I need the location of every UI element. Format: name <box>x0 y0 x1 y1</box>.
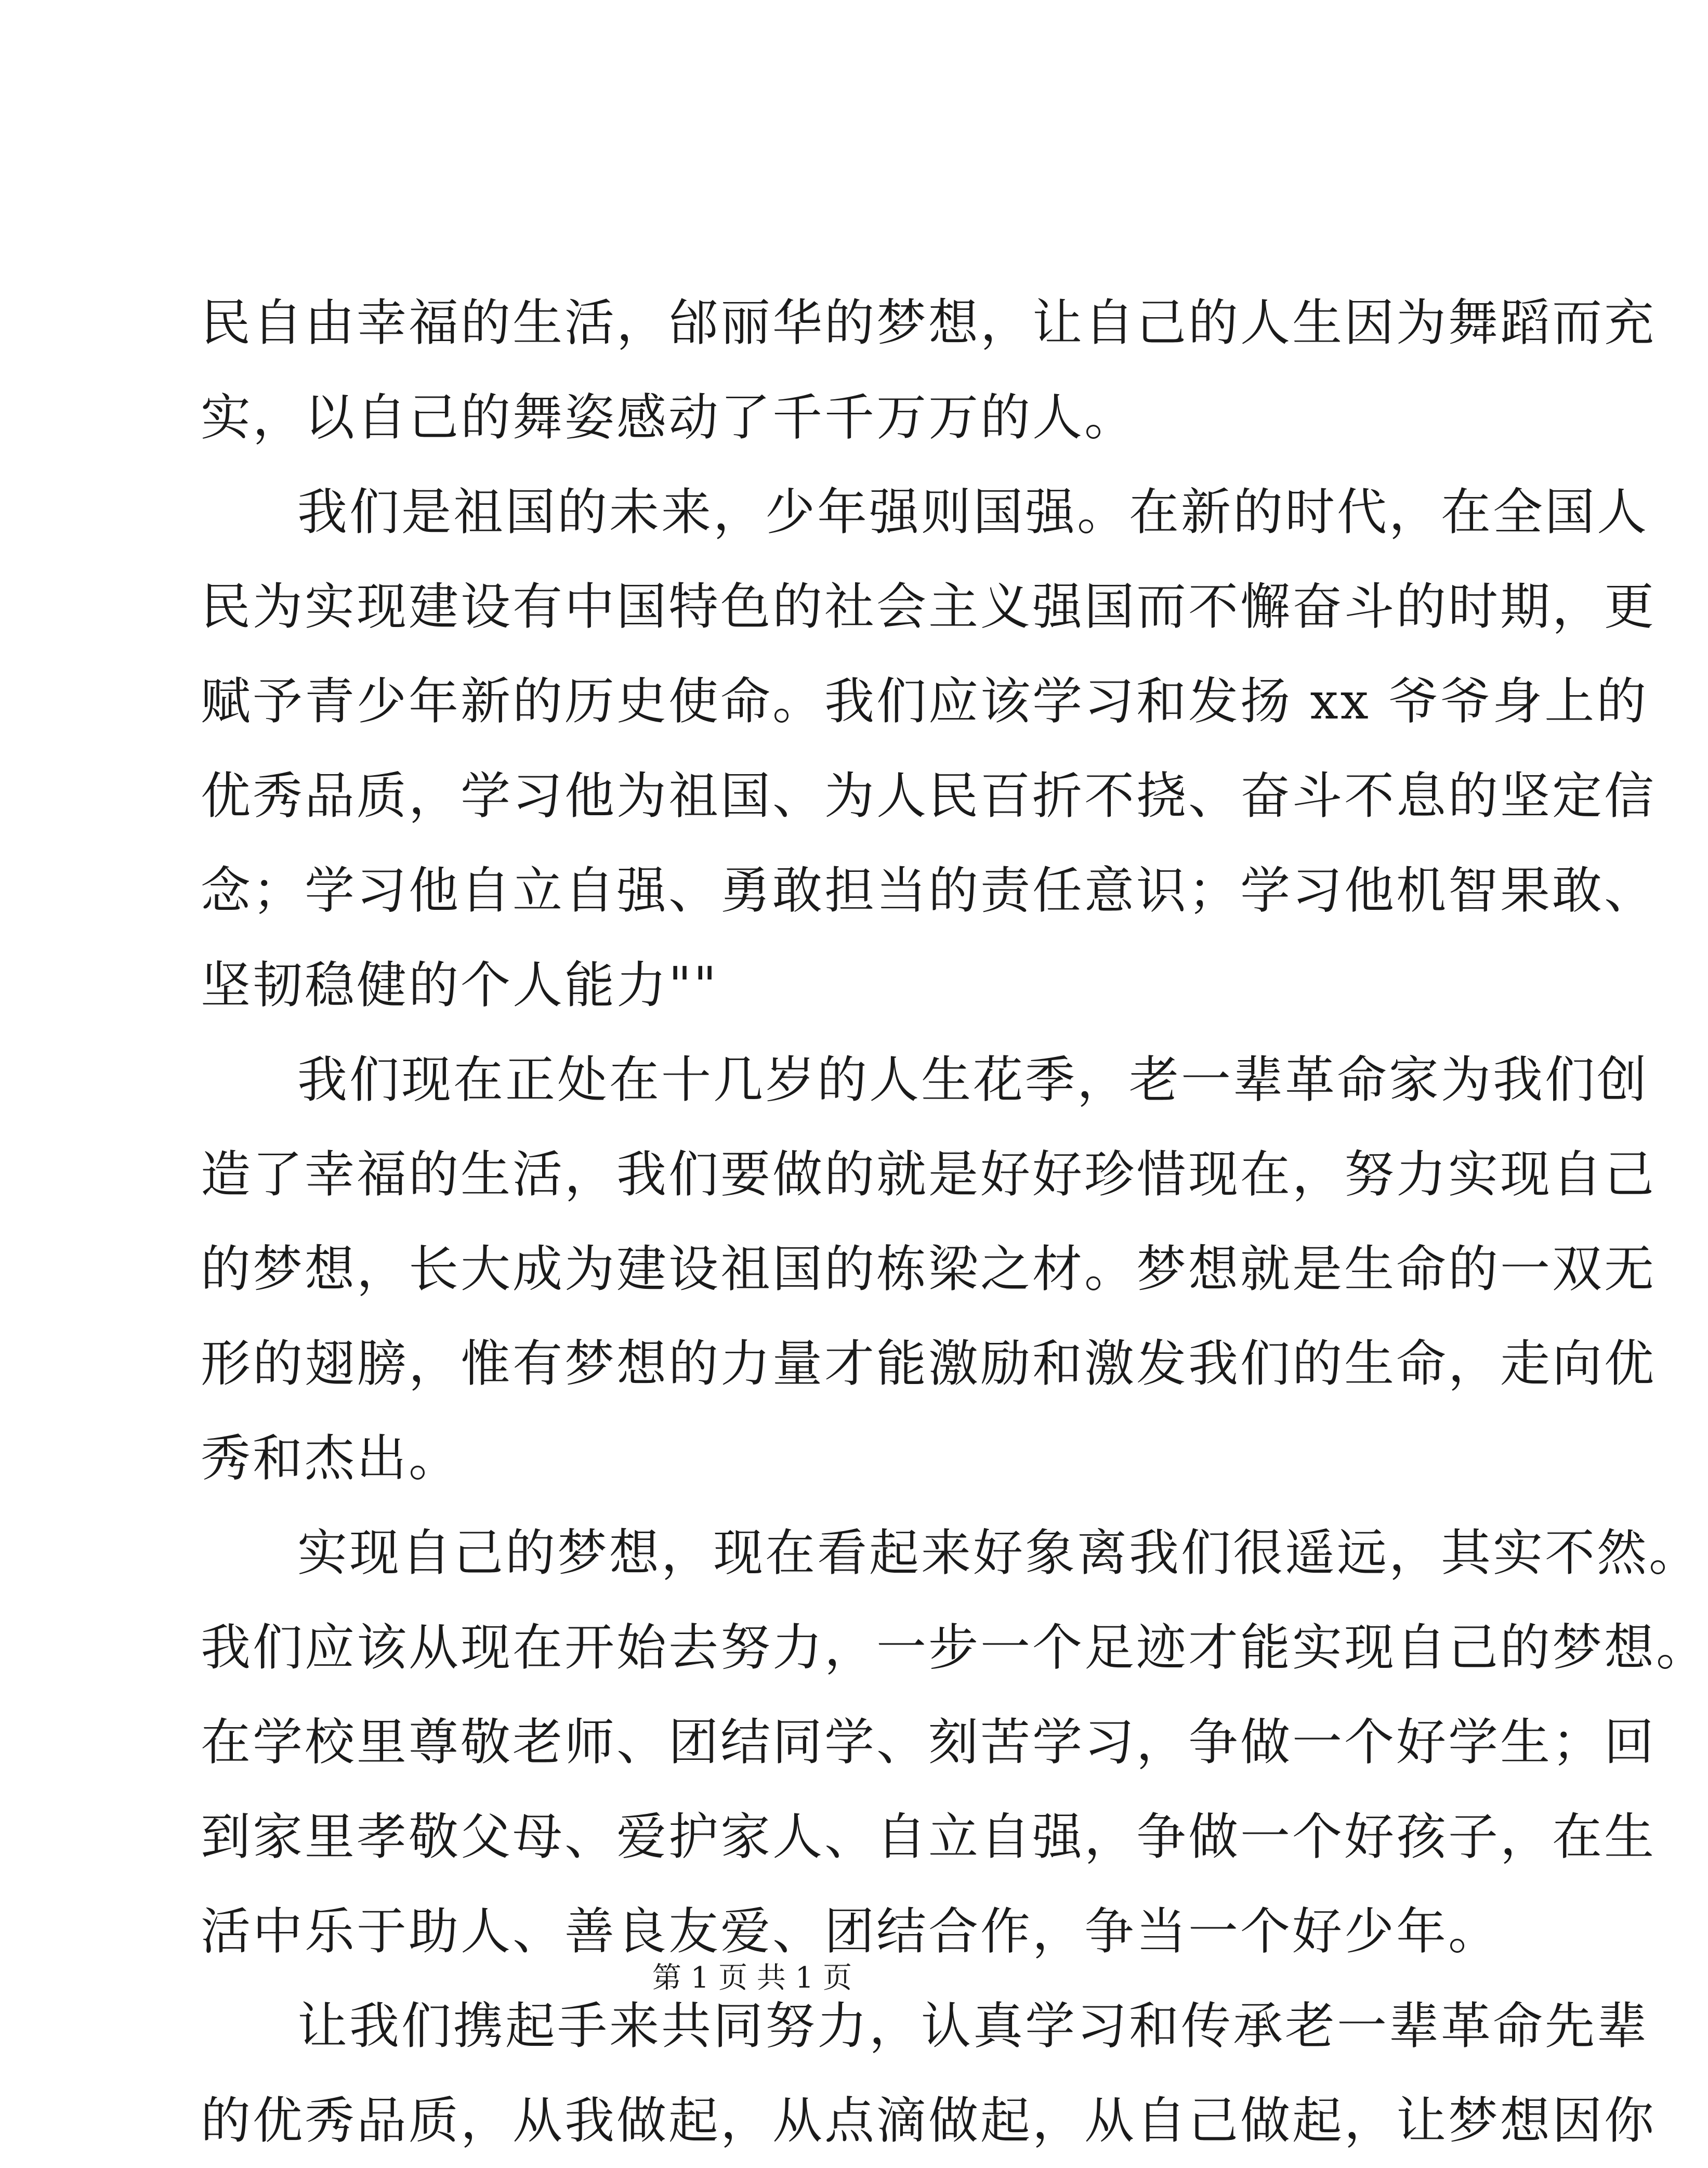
text-line: 秀和杰出。 <box>201 1429 461 1487</box>
text-line: 我们应该从现在开始去努力，一步一个足迹才能实现自己的梦想。 <box>201 1618 1708 1677</box>
paragraph-start-line: 我们现在正处在十几岁的人生花季，老一辈革命家为我们创 <box>297 1051 1649 1109</box>
text-line: 活中乐于助人、善良友爱、团结合作，争当一个好少年。 <box>201 1902 1500 1961</box>
text-line: 的优秀品质，从我做起，从点滴做起，从自己做起，让梦想因你 <box>201 2092 1656 2150</box>
paragraph-start-line: 我们是祖国的未来，少年强则国强。在新的时代，在全国人 <box>297 483 1649 541</box>
text-line: 形的翅膀，惟有梦想的力量才能激励和激发我们的生命，走向优 <box>201 1335 1656 1393</box>
text-line: 优秀品质，学习他为祖国、为人民百折不挠、奋斗不息的坚定信 <box>201 767 1656 825</box>
text-line: 实，以自己的舞姿感动了千千万万的人。 <box>201 388 1136 447</box>
text-line: 念；学习他自立自强、勇敢担当的责任意识；学习他机智果敢、 <box>201 861 1656 920</box>
paragraph-start-line: 让我们携起手来共同努力，认真学习和传承老一辈革命先辈 <box>297 1997 1649 2055</box>
text-line: 在学校里尊敬老师、团结同学、刻苦学习，争做一个好学生；回 <box>201 1713 1656 1771</box>
text-line: 到家里孝敬父母、爱护家人、自立自强，争做一个好孩子，在生 <box>201 1808 1656 1866</box>
document-body <box>201 276 1708 2168</box>
text-line: 造了幸福的生活，我们要做的就是好好珍惜现在，努力实现自己 <box>201 1145 1656 1204</box>
page-number-footer: 第 1 页 共 1 页 <box>652 1961 852 1995</box>
text-line: 民自由幸福的生活，邰丽华的梦想，让自己的人生因为舞蹈而充 <box>201 294 1656 352</box>
text-line: 的梦想，长大成为建设祖国的栋梁之材。梦想就是生命的一双无 <box>201 1240 1656 1298</box>
text-line: 坚韧稳健的个人能力"" <box>201 956 719 1014</box>
paragraph-start-line: 实现自己的梦想，现在看起来好象离我们很遥远，其实不然。 <box>297 1524 1701 1582</box>
text-line: 民为实现建设有中国特色的社会主义强国而不懈奋斗的时期，更 <box>201 578 1656 636</box>
text-line: 赋予青少年新的历史使命。我们应该学习和发扬 xx 爷爷身上的 <box>201 672 1649 730</box>
